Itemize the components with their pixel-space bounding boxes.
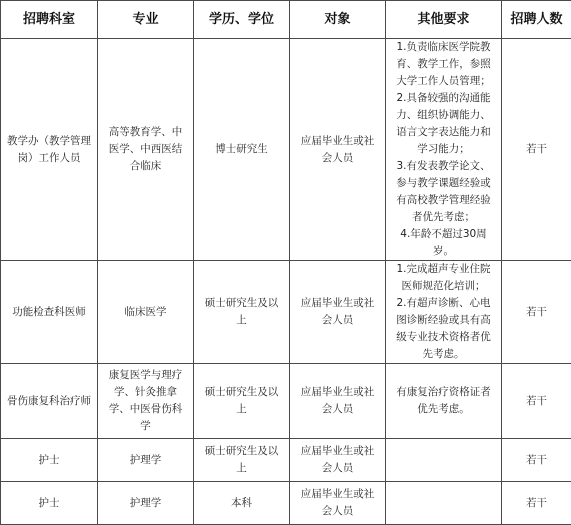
requirement-line: 1.负责临床医学院教育、教学工作，参照大学工作人员管理； (392, 39, 495, 90)
cell-degree: 博士研究生 (194, 39, 290, 261)
table-row (1, 261, 571, 364)
requirement-line: 3.有发表教学论文、参与教学课题经验或有高校教学管理经验者优先考虑； (392, 158, 495, 226)
cell-count: 若干 (502, 39, 571, 261)
header-department: 招聘科室 (1, 1, 98, 39)
requirement-line: 4.年龄不超过30周岁。 (392, 226, 495, 260)
cell-major: 高等教育学、中医学、中西医结合临床 (98, 39, 194, 261)
table-row (1, 39, 571, 261)
cell-degree: 本科 (194, 482, 290, 525)
cell-requirements (386, 261, 502, 364)
header-row (1, 1, 571, 39)
cell-major: 护理学 (98, 482, 194, 525)
cell-department: 骨伤康复科治疗师 (1, 364, 98, 439)
header-count: 招聘人数 (502, 1, 571, 39)
cell-target: 应届毕业生或社会人员 (290, 364, 386, 439)
cell-degree: 硕士研究生及以上 (194, 439, 290, 482)
cell-major: 护理学 (98, 439, 194, 482)
cell-degree: 硕士研究生及以上 (194, 261, 290, 364)
cell-requirements (386, 439, 502, 482)
cell-department: 教学办（教学管理岗）工作人员 (1, 39, 98, 261)
cell-target: 应届毕业生或社会人员 (290, 482, 386, 525)
cell-target: 应届毕业生或社会人员 (290, 261, 386, 364)
cell-major: 康复医学与理疗学、针灸推拿学、中医骨伤科学 (98, 364, 194, 439)
table-row (1, 482, 571, 525)
requirement-line: 1.完成超声专业住院医师规范化培训； (392, 261, 495, 295)
table-row (1, 439, 571, 482)
cell-degree: 硕士研究生及以上 (194, 364, 290, 439)
cell-requirements (386, 364, 502, 439)
cell-count: 若干 (502, 364, 571, 439)
header-major: 专业 (98, 1, 194, 39)
cell-department: 护士 (1, 439, 98, 482)
cell-count: 若干 (502, 482, 571, 525)
requirement-line: 2.有超声诊断、心电图诊断经验或具有高级专业技术资格者优先考虑。 (392, 295, 495, 363)
cell-department: 护士 (1, 482, 98, 525)
cell-requirements (386, 482, 502, 525)
header-requirements: 其他要求 (386, 1, 502, 39)
requirement-line: 2.具备较强的沟通能力、组织协调能力、语言文字表达能力和学习能力； (392, 90, 495, 158)
cell-count: 若干 (502, 261, 571, 364)
requirement-line: 有康复治疗资格证者优先考虑。 (392, 384, 495, 418)
cell-department: 功能检查科医师 (1, 261, 98, 364)
cell-count: 若干 (502, 439, 571, 482)
cell-target: 应届毕业生或社会人员 (290, 439, 386, 482)
table-row (1, 364, 571, 439)
cell-target: 应届毕业生或社会人员 (290, 39, 386, 261)
header-degree: 学历、学位 (194, 1, 290, 39)
cell-major: 临床医学 (98, 261, 194, 364)
cell-requirements (386, 39, 502, 261)
header-target: 对象 (290, 1, 386, 39)
